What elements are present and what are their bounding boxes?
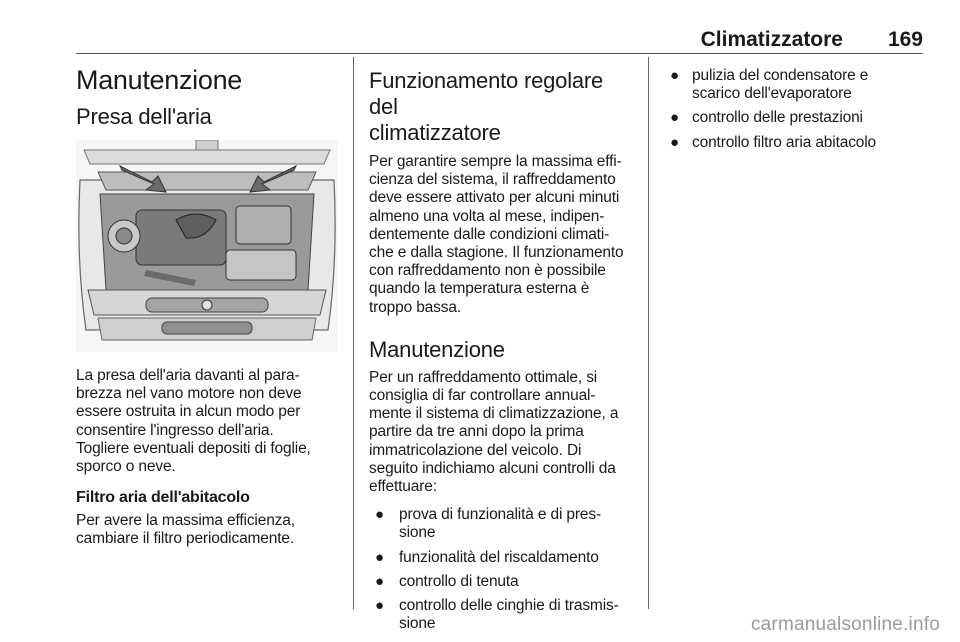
text-line: con raffreddamento non è possibile: [369, 262, 606, 280]
page-header: [76, 26, 923, 54]
cabin-filter-paragraph: [76, 512, 338, 548]
engine-bay-illustration: [76, 140, 338, 352]
section-title-air-intake: Presa dell'aria: [76, 104, 212, 129]
text-line: partire da tre anni dopo la prima: [369, 423, 584, 441]
column-2: [369, 60, 634, 639]
bullet-icon: ●: [375, 548, 384, 566]
text-line: immatricolazione del veicolo. Di: [369, 441, 582, 459]
bullet-icon: ●: [670, 109, 679, 127]
text-line: funzionalità del riscaldamento: [399, 548, 599, 566]
list-item: [369, 549, 634, 567]
column-divider-2: [648, 57, 649, 609]
bullet-icon: ●: [375, 572, 384, 590]
bullet-icon: ●: [375, 597, 384, 615]
column-1: [76, 60, 338, 549]
text-line: Togliere eventuali depositi di foglie,: [76, 439, 311, 457]
text-line: seguito indichiamo alcuni controlli da: [369, 459, 616, 477]
heading-line: Funzionamento regolare del: [369, 68, 604, 119]
text-line: cambiare il filtro periodicamente.: [76, 530, 295, 548]
text-line: consentire l'ingresso dell'aria.: [76, 421, 274, 439]
header-title: Climatizzatore: [700, 28, 843, 51]
list-item: [666, 134, 926, 152]
section-title-regular-operation: [369, 68, 634, 146]
regular-operation-paragraph: [369, 153, 634, 317]
text-line: deve essere attivato per alcuni minuti: [369, 189, 620, 207]
text-line: che e dalla stagione. Il funzionamento: [369, 244, 624, 262]
text-line: controllo delle prestazioni: [692, 109, 863, 127]
text-line: prova di funzionalità e di pres-: [399, 506, 601, 524]
air-intake-paragraph: [76, 367, 338, 476]
bullet-icon: ●: [670, 133, 679, 151]
cabin-filter-title: Filtro aria dell'abitacolo: [76, 489, 250, 507]
text-line: effettuare:: [369, 478, 437, 496]
text-line: La presa dell'aria davanti al para-: [76, 367, 300, 384]
text-line: sione: [399, 524, 436, 542]
text-line: scarico dell'evaporatore: [692, 85, 852, 103]
text-line: controllo delle cinghie di trasmis-: [399, 597, 619, 615]
text-line: sporco o neve.: [76, 458, 176, 476]
page-number: 169: [887, 28, 923, 51]
text-line: Per avere la massima efficienza,: [76, 512, 295, 530]
text-line: Per un raffreddamento ottimale, si: [369, 368, 598, 386]
text-line: brezza nel vano motore non deve: [76, 385, 302, 403]
list-item: [666, 109, 926, 127]
text-line: Per garantire sempre la massima effi-: [369, 153, 622, 170]
text-line: consiglia di far controllare annual-: [369, 387, 596, 405]
text-line: pulizia del condensatore e: [692, 67, 869, 84]
text-line: cienza del sistema, il raffreddamento: [369, 171, 616, 189]
text-line: essere ostruita in alcun modo per: [76, 403, 301, 421]
text-line: troppo bassa.: [369, 298, 461, 316]
bullet-icon: ●: [375, 506, 384, 524]
maintenance-checklist-continued: [666, 67, 926, 152]
text-line: mente il sistema di climatizzazione, a: [369, 405, 619, 423]
list-item: [369, 506, 634, 542]
text-line: controllo filtro aria abitacolo: [692, 133, 877, 151]
chapter-title: Manutenzione: [76, 65, 243, 95]
text-line: controllo di tenuta: [399, 572, 519, 590]
text-line: dentemente dalle condizioni climati-: [369, 225, 610, 243]
list-item: [369, 573, 634, 591]
text-line: quando la temperatura esterna è: [369, 280, 590, 298]
list-item: [369, 597, 634, 633]
text-line: sione: [399, 615, 436, 633]
maintenance-paragraph: [369, 369, 634, 496]
heading-line: climatizzatore: [369, 120, 501, 145]
column-3: [666, 60, 926, 158]
watermark: carmanualsonline.info: [750, 614, 940, 635]
header-rule: [76, 53, 923, 54]
engine-bay-figure: [76, 140, 338, 352]
bullet-icon: ●: [670, 67, 679, 84]
section-title-maintenance: Manutenzione: [369, 336, 505, 362]
list-item: [666, 67, 926, 103]
maintenance-checklist: [369, 506, 634, 633]
column-divider-1: [353, 57, 354, 609]
text-line: almeno una volta al mese, indipen-: [369, 207, 605, 225]
